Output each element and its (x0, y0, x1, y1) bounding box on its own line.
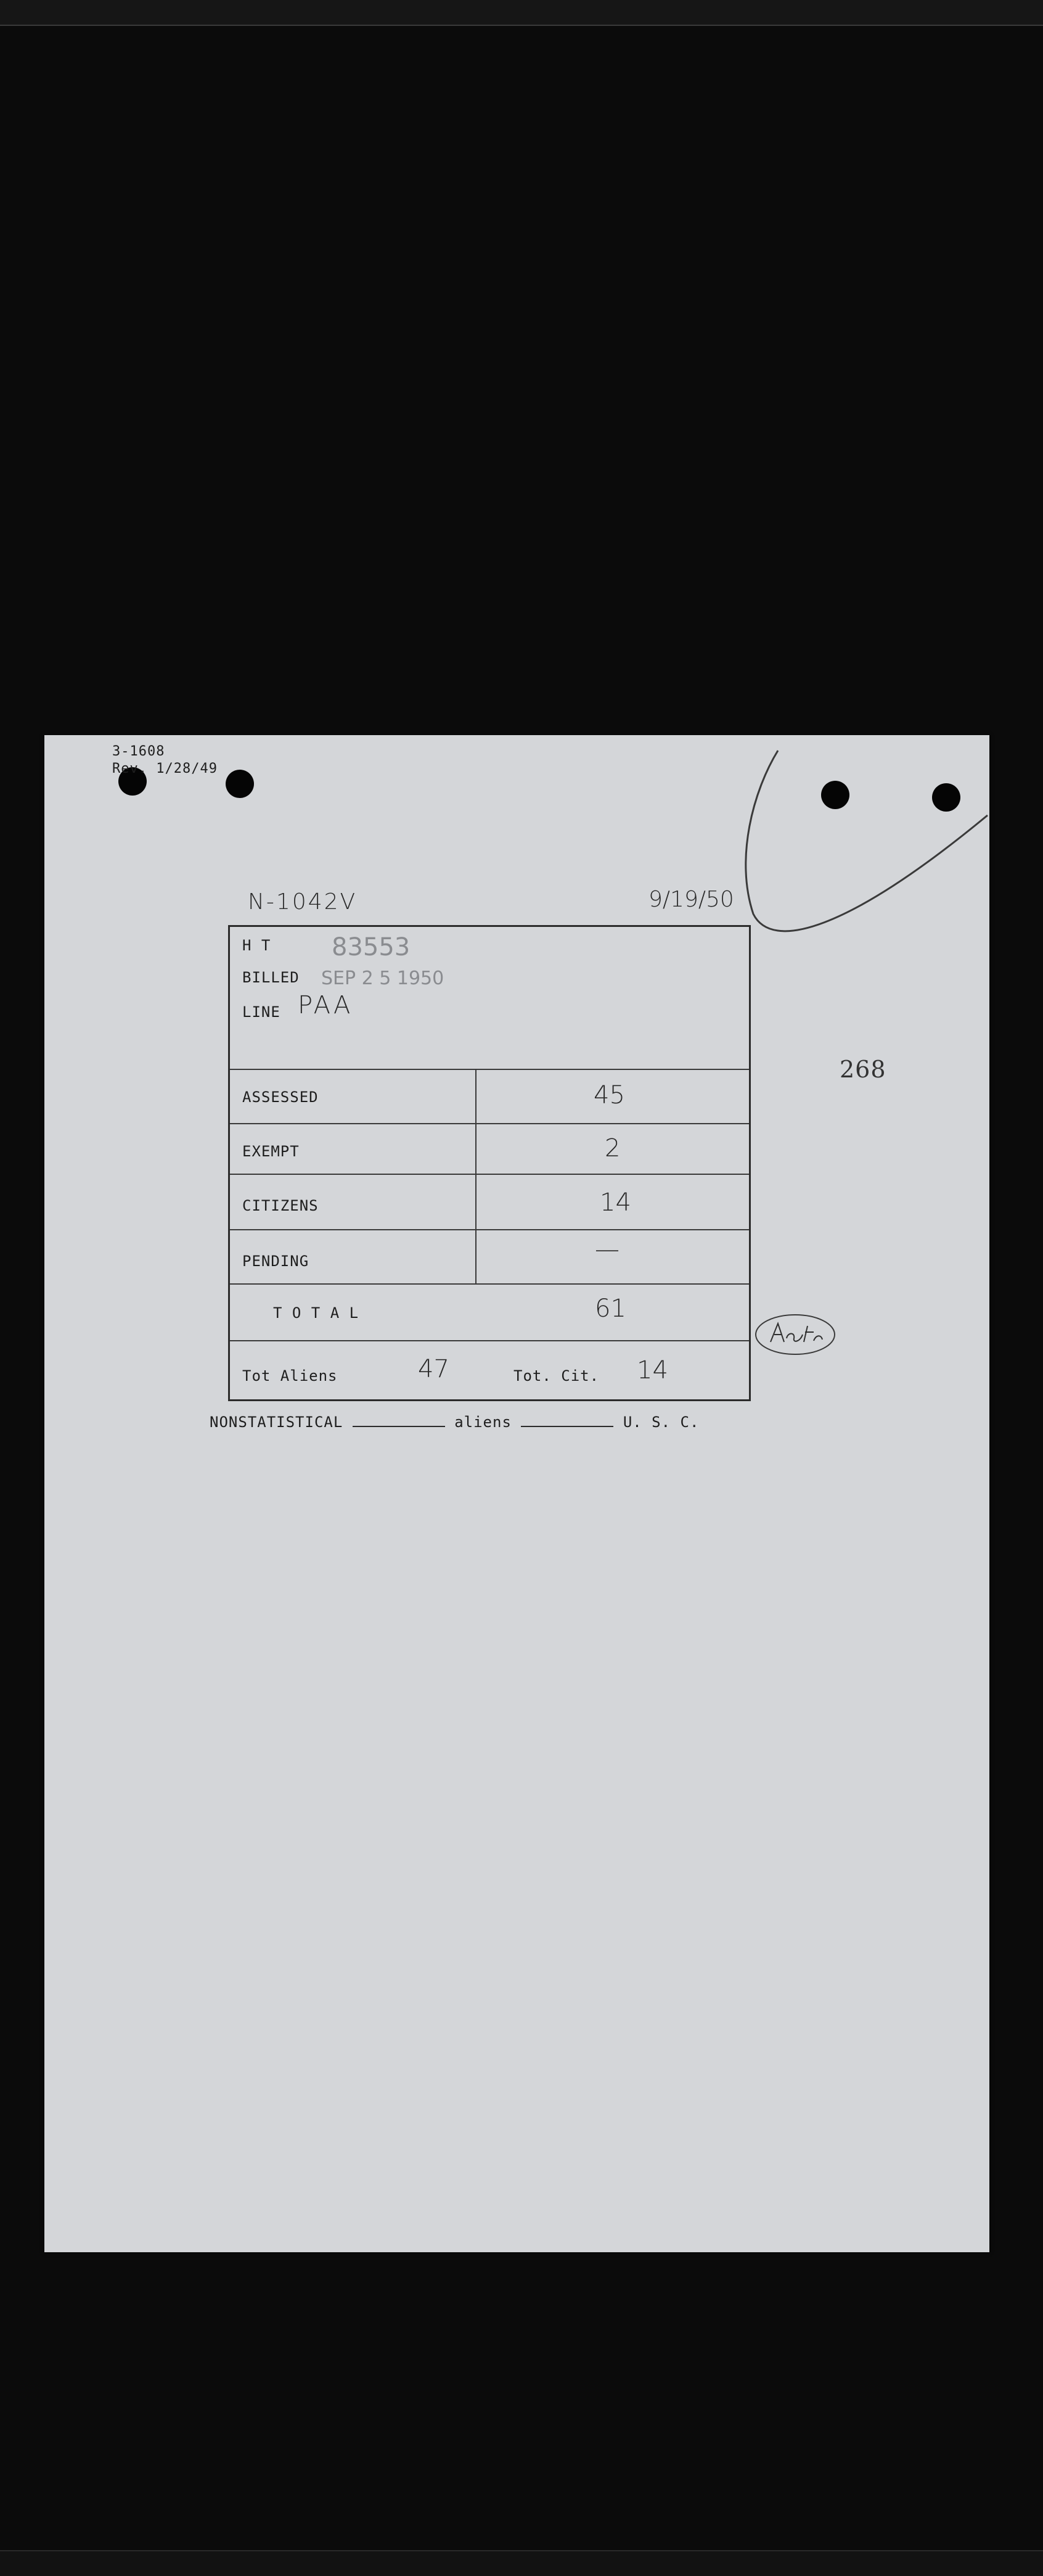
tot-aliens-value: 47 (418, 1355, 449, 1383)
divider (230, 1283, 749, 1285)
row-label-assessed: ASSESSED (242, 1088, 319, 1106)
form-revision: Rev. 1/28/49 (112, 761, 218, 776)
row-label-citizens: CITIZENS (242, 1197, 319, 1214)
billed-date-stamp: SEP 2 5 1950 (321, 968, 444, 989)
row-value-pending: — (595, 1235, 620, 1264)
pencil-mark-icon (735, 735, 994, 945)
statistics-form-box (228, 925, 751, 1401)
line-label: LINE (242, 1003, 280, 1021)
tot-cit-value: 14 (637, 1356, 668, 1385)
row-value-citizens: 14 (600, 1188, 631, 1217)
ht-stamp-number: 83553 (332, 933, 411, 961)
divider (230, 1174, 749, 1175)
nonstatistical-blank (353, 1426, 445, 1427)
row-value-exempt: 2 (605, 1134, 621, 1162)
total-label: T O T A L (273, 1304, 359, 1322)
row-label-pending: PENDING (242, 1253, 309, 1270)
row-label-exempt: EXEMPT (242, 1143, 300, 1160)
nonstatistical-label: NONSTATISTICAL (210, 1414, 343, 1431)
handwritten-date: 9/19/50 (648, 887, 734, 912)
divider (230, 1340, 749, 1341)
total-value: 61 (595, 1294, 626, 1323)
billed-label: BILLED (242, 969, 300, 986)
punch-hole-icon (226, 770, 254, 798)
initials-signature-icon (752, 1310, 838, 1359)
column-divider (475, 1069, 477, 1285)
nonstatistical-line (210, 1414, 699, 1431)
document-page (44, 735, 989, 2252)
tot-aliens-label: Tot Aliens (242, 1367, 338, 1385)
row-value-assessed: 45 (594, 1081, 625, 1109)
film-edge-bottom (0, 2550, 1043, 2576)
aliens-blank (521, 1426, 613, 1427)
divider (230, 1229, 749, 1230)
film-edge-top (0, 0, 1043, 26)
divider (230, 1069, 749, 1070)
aliens-label: aliens (454, 1414, 512, 1431)
line-value: PAA (298, 991, 353, 1019)
divider (230, 1123, 749, 1124)
usc-label: U. S. C. (623, 1414, 700, 1431)
handwritten-reference: N-1042V (248, 889, 358, 915)
tot-cit-label: Tot. Cit. (513, 1367, 600, 1385)
form-number: 3-1608 (112, 744, 165, 759)
ht-label: H T (242, 937, 271, 954)
page-number: 268 (840, 1056, 886, 1083)
